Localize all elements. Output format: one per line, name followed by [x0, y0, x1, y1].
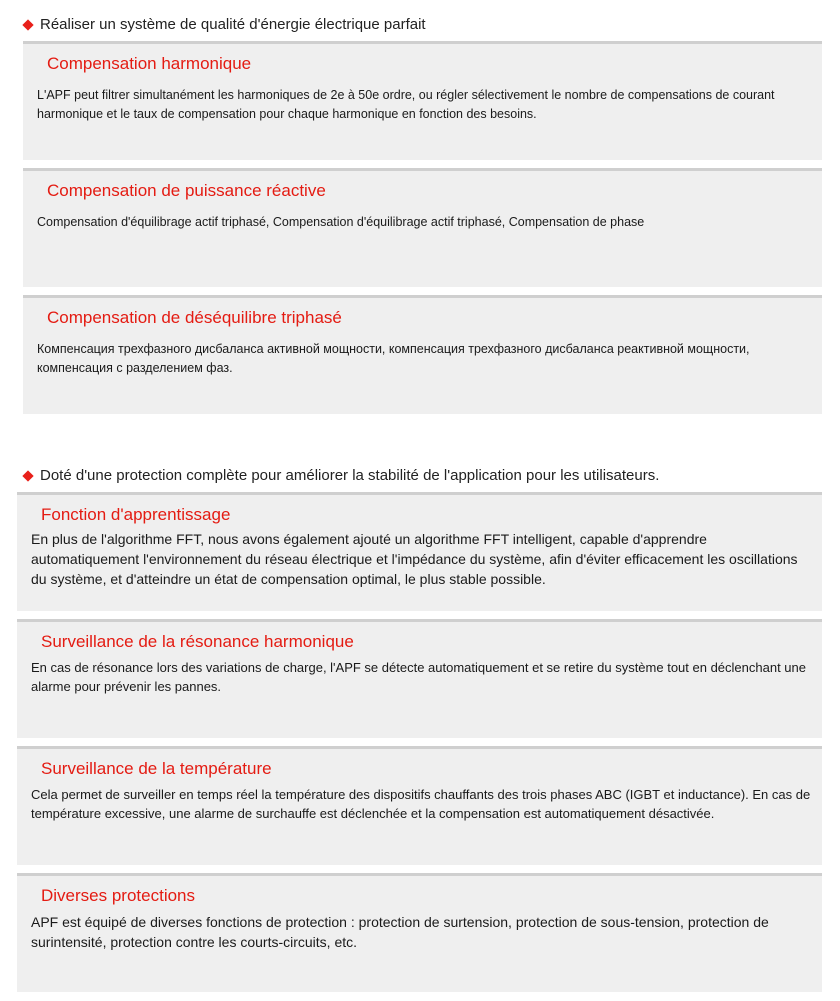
card-text: APF est équipé de diverses fonctions de protection : protection de surtension, protection de sous-tension, protection de surintensité, protection contre les courts-circuits, etc.: [31, 914, 769, 950]
card-title: Compensation de puissance réactive: [47, 181, 326, 200]
card-text: En plus de l'algorithme FFT, nous avons également ajouté un algorithme FFT intelligent, capable d'apprendre automatiquement l'environnement du réseau électrique et l'impédance du système, afin d'éviter efficacement les oscillations du système, et d'atteindre un état de compensation optimal, le plus stable possible.: [31, 531, 798, 587]
card-title: Fonction d'apprentissage: [41, 505, 231, 524]
diamond-bullet-icon: [22, 470, 33, 481]
card-text: Cela permet de surveiller en temps réel la température des dispositifs chauffants des trois phases ABC (IGBT et inductance). En cas de température excessive, une alarme de surchauffe est déclenchée et la compensation est automatiquement désactivée.: [31, 787, 811, 821]
card-title: Compensation harmonique: [47, 54, 252, 73]
section-heading-text: Doté d'une protection complète pour améliorer la stabilité de l'application pour les utilisateurs.: [40, 467, 660, 484]
card-harmonic-compensation: [23, 41, 822, 160]
card-text: Compensation d'équilibrage actif triphasé, Compensation d'équilibrage actif triphasé, Compensation de phase: [37, 215, 645, 229]
section-heading-text: Réaliser un système de qualité d'énergie électrique parfait: [40, 16, 426, 33]
card-title: Surveillance de la température: [41, 759, 272, 778]
card-title: Surveillance de la résonance harmonique: [41, 632, 354, 651]
card-text: Компенсация трехфазного дисбаланса активной мощности, компенсация трехфазного дисбаланса реактивной мощности, компенсация с разделением фаз.: [37, 342, 750, 375]
section-heading-protection: [22, 467, 659, 484]
diamond-bullet-icon: [22, 19, 33, 30]
card-temperature-monitoring: [17, 746, 822, 865]
card-title: Compensation de déséquilibre triphasé: [47, 308, 342, 327]
card-various-protections: [17, 873, 822, 992]
card-harmonic-resonance: [17, 619, 822, 738]
section-heading-quality: [22, 16, 426, 33]
card-three-phase-unbalance: [23, 295, 822, 414]
card-title: Diverses protections: [41, 886, 196, 905]
card-text: En cas de résonance lors des variations de charge, l'APF se détecte automatiquement et se retire du système tout en déclenchant une alarme pour prévenir les pannes.: [31, 660, 806, 694]
card-learning-function: [17, 492, 822, 611]
card-text: L'APF peut filtrer simultanément les harmoniques de 2e à 50e ordre, ou régler sélectivement le nombre de compensations de courant harmonique et le taux de compensation pour chaque harmonique en fonction des besoins.: [37, 88, 775, 121]
card-reactive-power: [23, 168, 822, 287]
